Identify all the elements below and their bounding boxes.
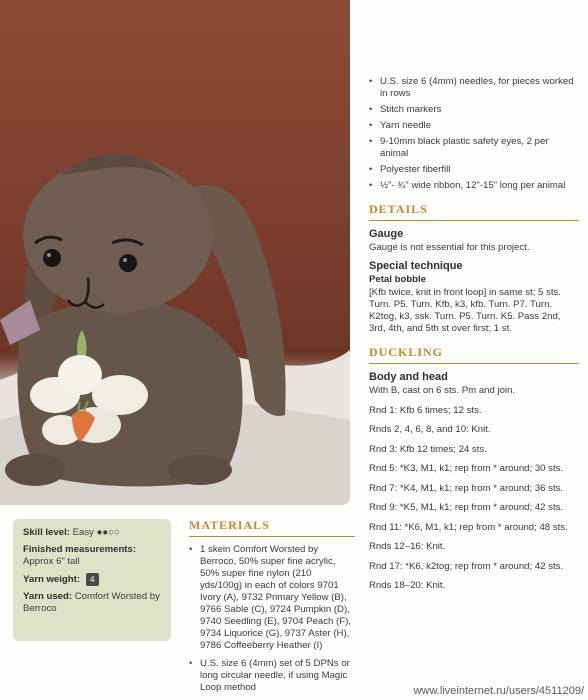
finished-measurements: Finished measurements: Approx 6" tall (23, 544, 137, 567)
info-box (13, 519, 171, 641)
technique-subtitle: Petal bobble (369, 274, 427, 285)
yarn-weight-icon: 4 (86, 573, 99, 586)
gauge-title: Gauge (369, 228, 404, 240)
watermark: www.liveinternet.ru/users/4511209/ (413, 685, 584, 697)
gauge-text: Gauge is not essential for this project. (369, 242, 530, 253)
round-line: Rnds 12–16: Knit. (369, 541, 446, 552)
bunny-photo (0, 0, 350, 505)
duckling-intro: With B, cast on 6 sts. Pm and join. (369, 385, 516, 396)
round-line: Rnds 2, 4, 6, 8, and 10: Knit. (369, 424, 491, 435)
list-item: • 1 skein Comfort Worsted by Berroco, 50% super fine acrylic, 50% super fine nylon (210 yds/100g) in each of colors 9701 Ivory (A), 9732 Primary Yellow (B), 9766 Sable (C), 9724 Pumpkin (D), 9740 Seedling (E), 9704 Peach (F), 9734 Liquorice (G), 9737 Aster (H), 9786 Coffeeberry Heather (I) (189, 544, 355, 652)
tools-list (369, 76, 579, 192)
materials-list (189, 544, 355, 694)
materials-column (189, 518, 355, 700)
bunny-illustration (0, 0, 350, 505)
technique-text: [Kfb twice, knit in front loop] in same st; 5 sts. Turn. P5. Turn. Kfb, k3, kfb. Turn. P7. Turn. K2tog, k3, ssk. Turn. P5. Turn. K5. Pass 2nd, 3rd, 4th, and 5th st over first; 1 st. (369, 287, 561, 334)
round-line: Rnd 5: *K3, M1, k1; rep from * around; 30 sts. (369, 463, 564, 474)
body-head-title: Body and head (369, 371, 448, 383)
materials-heading: MATERIALS (189, 518, 355, 537)
skill-level: Skill level: Easy ●●○○ (23, 527, 120, 538)
round-line: Rnd 7: *K4, M1, k1; rep from * around; 36 sts. (369, 482, 564, 494)
list-item: • 9-10mm black plastic safety eyes, 2 per animal (369, 136, 579, 160)
round-line: Rnd 9: *K5, M1, k1; rep from * around; 42 sts. (369, 502, 564, 513)
round-line: Rnd 3: Kfb 12 times; 24 sts. (369, 443, 487, 455)
technique-title: Special technique (369, 260, 463, 272)
list-item: • ½"- ¾" wide ribbon, 12"-15" long per animal (369, 180, 579, 192)
round-line: Rnds 18–20: Knit. (369, 580, 446, 591)
yarn-used: Yarn used: Comfort Worsted by Berroco (23, 591, 160, 615)
round-line: Rnd 1: Kfb 6 times; 12 sts. (369, 404, 482, 416)
yarn-weight: Yarn weight: 4 (23, 573, 161, 586)
list-item: • U.S. size 6 (4mm) set of 5 DPNs or long circular needle, if using Magic Loop method (189, 658, 355, 694)
right-column (369, 76, 579, 600)
list-item: • Polyester fiberfill (369, 164, 579, 176)
details-heading: DETAILS (369, 202, 579, 221)
list-item: • U.S. size 6 (4mm) needles, for pieces worked in rows (369, 76, 579, 100)
list-item: • Stitch markers (369, 104, 579, 116)
round-line: Rnd 11: *K6, M1, k1; rep from * around; 48 sts. (369, 521, 568, 533)
list-item: • Yarn needle (369, 120, 579, 132)
duckling-heading: DUCKLING (369, 345, 579, 364)
round-line: Rnd 17: *K6, k2tog; rep from * around; 42 sts. (369, 560, 564, 572)
